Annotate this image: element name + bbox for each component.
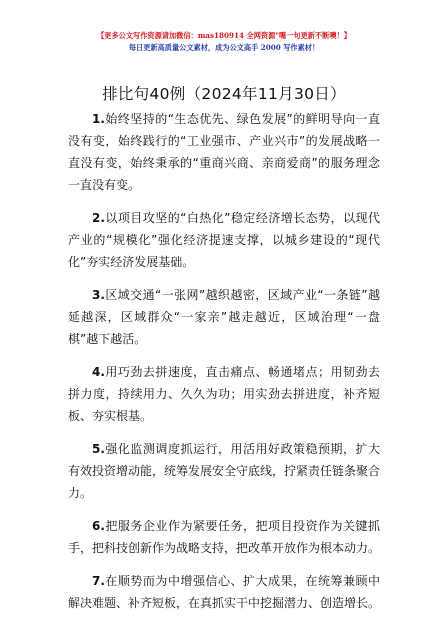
item-number: 1. xyxy=(92,112,105,126)
sentence-item-3 xyxy=(68,284,380,350)
item-number: 4. xyxy=(92,365,105,379)
sentence-item-7 xyxy=(68,570,380,614)
item-number: 6. xyxy=(92,519,105,533)
item-text: 把服务企业作为紧要任务，把项目投资作为关键抓手，把科技创新作为战略支持，把改革开放作为根本动力。 xyxy=(68,519,381,555)
promo-banner-line-2: 每日更新高质量公文素材，成为公文高手 2000 写作素材！ xyxy=(128,43,320,52)
item-text: 以项目攻坚的“白热化”稳定经济增长态势，以现代产业的“规模化”强化经济提速支撑，以城乡建设的“现代化”夯实经济发展基础。 xyxy=(68,211,380,269)
item-text: 区域交通“一张网”越织越密，区域产业“一条链”越延越深，区域群众“一家亲”越走越近，区域治理“一盘棋”越下越活。 xyxy=(68,288,380,346)
item-number: 7. xyxy=(92,574,105,588)
item-number: 2. xyxy=(92,211,105,225)
document-title: 排比句40例（2024年11月30日） xyxy=(102,85,346,103)
item-text: 用巧劲去拼速度，直击痛点、畅通堵点；用韧劲去拼力度，持续用力、久久为功；用实劲去拼进度，补齐短板、夯实根基。 xyxy=(68,365,380,423)
item-number: 3. xyxy=(92,288,105,302)
sentence-item-5 xyxy=(68,438,380,504)
sentence-list xyxy=(68,108,380,625)
item-text: 强化监测调度抓运行，用活用好政策稳预期，扩大有效投资增动能，统筹发展安全守底线，拧紧责任链条聚合力。 xyxy=(68,442,381,500)
promo-banner-line-1: 【更多公文写作资源请加微信：mas180914 全网资源"嘴一句更新不断噢！】 xyxy=(97,31,351,40)
item-number: 5. xyxy=(92,442,105,456)
sentence-item-1 xyxy=(68,108,380,196)
item-text: 始终坚持的“生态优先、绿色发展”的鲜明导向一直没有变，始终践行的“工业强市、产业兴市”的发展战略一直没有变，始终秉承的“重商兴商、亲商爱商”的服务理念一直没有变。 xyxy=(68,112,380,192)
promo-banner xyxy=(0,30,448,54)
item-text: 在顺势而为中增强信心、扩大成果，在统筹兼顾中解决难题、补齐短板，在真抓实干中挖掘潜力、创造增长。 xyxy=(68,574,381,610)
sentence-item-2 xyxy=(68,207,380,273)
sentence-item-6 xyxy=(68,515,380,559)
sentence-item-4 xyxy=(68,361,380,427)
